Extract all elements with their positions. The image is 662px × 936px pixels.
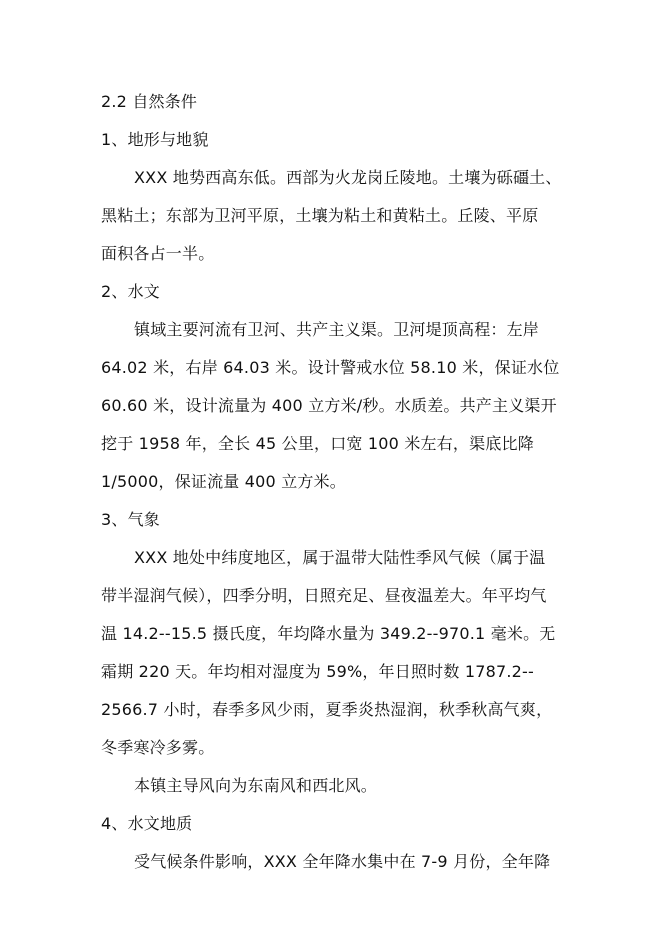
paragraph-line: 镇域主要河流有卫河、共产主义渠。卫河堤顶高程：左岸 — [134, 320, 540, 339]
section-title-terrain: 1、地形与地貌 — [101, 130, 209, 149]
section-heading-natural-conditions: 2.2 自然条件 — [101, 92, 198, 111]
paragraph-line: 黑粘土；东部为卫河平原，土壤为粘土和黄粘土。丘陵、平原 — [101, 206, 539, 225]
paragraph-line: XXX 地处中纬度地区，属于温带大陆性季风气候（属于温 — [134, 548, 546, 567]
paragraph-line: 1/5000，保证流量 400 立方米。 — [101, 472, 347, 491]
paragraph-line: XXX 地势西高东低。西部为火龙岗丘陵地。土壤为砾礓土、 — [134, 168, 562, 187]
paragraph-line: 挖于 1958 年，全长 45 公里，口宽 100 米左右，渠底比降 — [101, 434, 534, 453]
paragraph-line: 冬季寒冷多雾。 — [101, 738, 215, 757]
paragraph-line: 温 14.2--15.5 摄氏度，年均降水量为 349.2--970.1 毫米。无 — [101, 624, 556, 643]
paragraph-line: 霜期 220 天。年均相对湿度为 59%，年日照时数 1787.2-- — [101, 662, 534, 681]
paragraph-line: 带半湿润气候），四季分明，日照充足、昼夜温差大。年平均气 — [101, 586, 547, 605]
paragraph-line: 受气候条件影响，XXX 全年降水集中在 7-9 月份，全年降 — [134, 852, 551, 871]
paragraph-line: 60.60 米，设计流量为 400 立方米/秒。水质差。共产主义渠开 — [101, 396, 557, 415]
paragraph-line: 2566.7 小时，春季多风少雨，夏季炎热湿润，秋季秋高气爽， — [101, 700, 553, 719]
section-title-meteorology: 3、气象 — [101, 510, 160, 529]
paragraph-line: 本镇主导风向为东南风和西北风。 — [134, 776, 378, 795]
paragraph-line: 64.02 米，右岸 64.03 米。设计警戒水位 58.10 米，保证水位 — [101, 358, 560, 377]
section-title-hydrology: 2、水文 — [101, 282, 160, 301]
section-title-hydrogeology: 4、水文地质 — [101, 814, 193, 833]
paragraph-line: 面积各占一半。 — [101, 244, 215, 263]
